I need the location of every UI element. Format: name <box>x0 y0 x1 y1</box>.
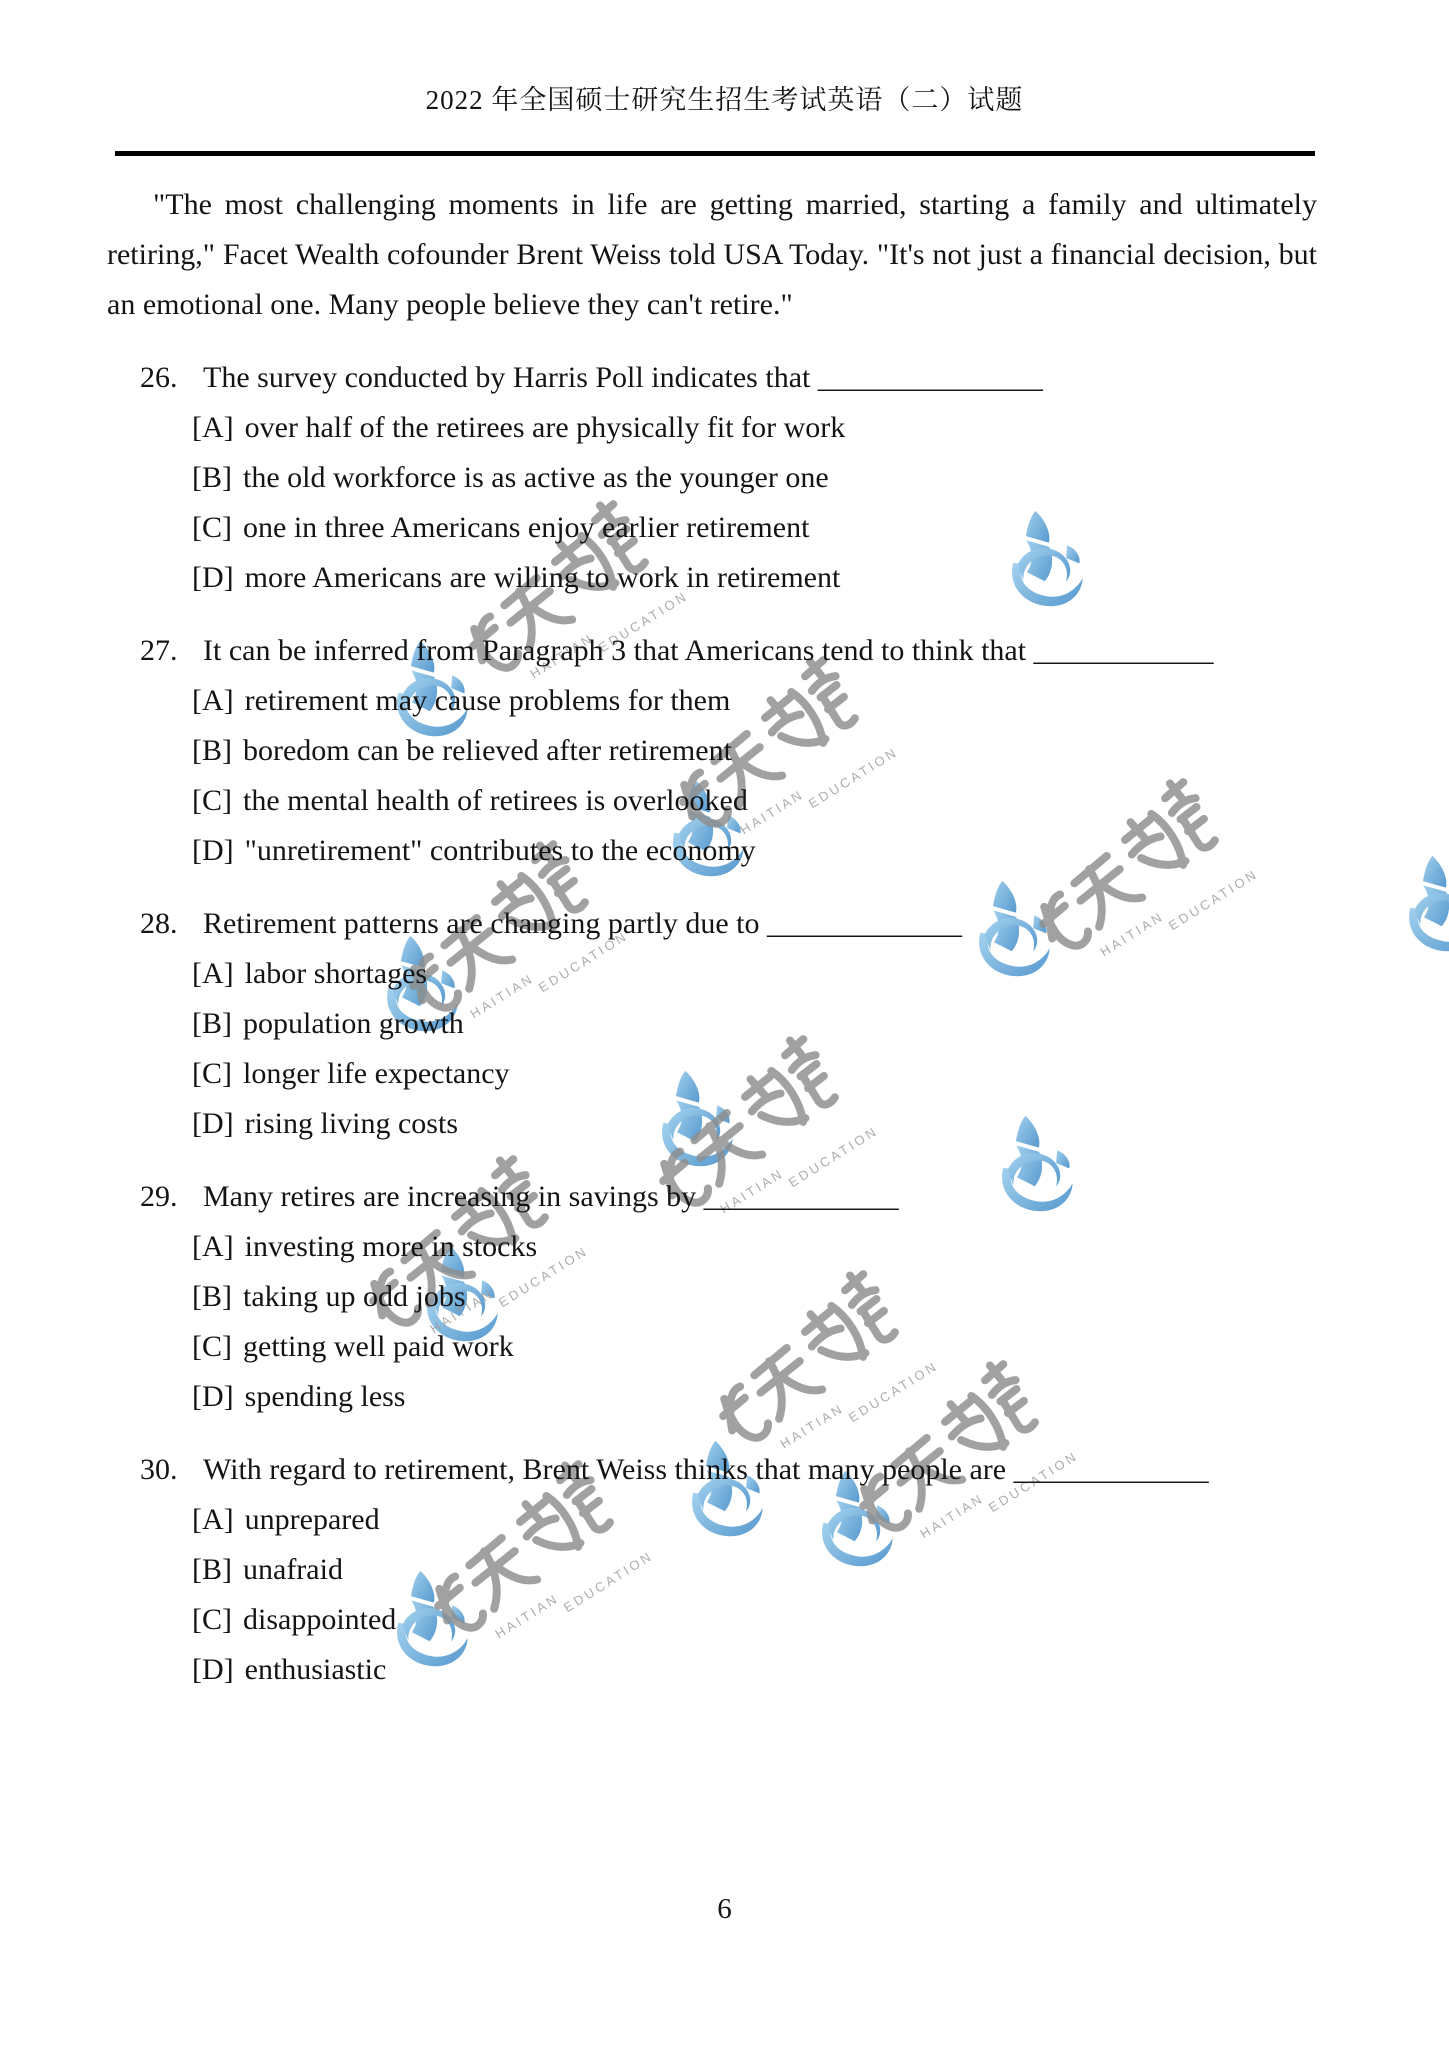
option-label: [B] <box>192 734 232 767</box>
option-row <box>107 453 1317 503</box>
question-item-29 <box>107 1172 1317 1422</box>
option-label: [A] <box>192 1230 234 1263</box>
option-text: the mental health of retirees is overlooked <box>243 784 748 817</box>
option-row <box>107 1645 1317 1695</box>
option-text: rising living costs <box>244 1107 458 1140</box>
option-label: [D] <box>192 1107 234 1140</box>
option-row <box>107 949 1317 999</box>
question-stem <box>107 899 1317 949</box>
option-label: [B] <box>192 1553 232 1586</box>
option-row <box>107 726 1317 776</box>
option-text: investing more in stocks <box>244 1230 538 1263</box>
option-label: [D] <box>192 561 234 594</box>
question-number: 28. <box>140 907 178 940</box>
option-text: boredom can be relieved after retirement <box>243 734 732 767</box>
option-label: [C] <box>192 511 232 544</box>
option-row <box>107 1595 1317 1645</box>
option-text: over half of the retirees are physically fit for work <box>244 411 846 444</box>
option-row <box>107 1545 1317 1595</box>
option-label: [C] <box>192 1057 232 1090</box>
option-text: getting well paid work <box>243 1330 514 1363</box>
question-number: 29. <box>140 1180 178 1213</box>
option-row <box>107 1495 1317 1545</box>
option-row <box>107 1222 1317 1272</box>
question-item-30 <box>107 1445 1317 1695</box>
option-text: "unretirement" contributes to the economy <box>244 834 756 867</box>
option-row <box>107 1322 1317 1372</box>
option-row <box>107 999 1317 1049</box>
question-stem <box>107 1445 1317 1495</box>
option-row <box>107 403 1317 453</box>
option-row <box>107 1272 1317 1322</box>
option-label: [C] <box>192 784 232 817</box>
option-text: longer life expectancy <box>243 1057 510 1090</box>
option-text: more Americans are willing to work in retirement <box>244 561 841 594</box>
question-stem <box>107 626 1317 676</box>
option-label: [B] <box>192 1007 232 1040</box>
option-row <box>107 826 1317 876</box>
question-stem <box>107 1172 1317 1222</box>
question-item-27 <box>107 626 1317 876</box>
option-label: [D] <box>192 1653 234 1686</box>
option-label: [A] <box>192 411 234 444</box>
option-label: [C] <box>192 1330 232 1363</box>
page-number: 6 <box>717 1893 732 1925</box>
option-row <box>107 1099 1317 1149</box>
option-label: [A] <box>192 1503 234 1536</box>
option-label: [D] <box>192 834 234 867</box>
option-text: spending less <box>244 1380 406 1413</box>
option-text: taking up odd jobs <box>243 1280 466 1313</box>
question-item-28 <box>107 899 1317 1149</box>
option-label: [C] <box>192 1603 232 1636</box>
page-title: 2022 年全国硕士研究生招生考试英语（二）试题 <box>425 85 1024 115</box>
question-list <box>107 353 1317 1695</box>
question-stem-text: It can be inferred from Paragraph 3 that Americans tend to think that ____________ <box>203 634 1214 667</box>
option-label: [A] <box>192 684 234 717</box>
question-number: 30. <box>140 1453 178 1486</box>
option-row <box>107 676 1317 726</box>
option-text: population growth <box>243 1007 464 1040</box>
question-stem-text: Retirement patterns are changing partly due to _____________ <box>203 907 962 940</box>
question-item-26 <box>107 353 1317 603</box>
option-label: [D] <box>192 1380 234 1413</box>
question-stem <box>107 353 1317 403</box>
option-text: disappointed <box>243 1603 397 1636</box>
option-row <box>107 1049 1317 1099</box>
question-stem-text: The survey conducted by Harris Poll indicates that _______________ <box>203 361 1043 394</box>
option-row <box>107 1372 1317 1422</box>
option-row <box>107 553 1317 603</box>
option-label: [A] <box>192 957 234 990</box>
option-text: retirement may cause problems for them <box>244 684 731 717</box>
question-number: 27. <box>140 634 178 667</box>
option-text: the old workforce is as active as the younger one <box>243 461 829 494</box>
option-label: [B] <box>192 461 232 494</box>
header-rule <box>115 151 1315 156</box>
option-row <box>107 503 1317 553</box>
option-row <box>107 776 1317 826</box>
option-text: unprepared <box>244 1503 380 1536</box>
option-label: [B] <box>192 1280 232 1313</box>
option-text: unafraid <box>243 1553 343 1586</box>
question-stem-text: With regard to retirement, Brent Weiss thinks that many people are _____________ <box>203 1453 1209 1486</box>
question-stem-text: Many retires are increasing in savings by _____________ <box>203 1180 899 1213</box>
option-text: one in three Americans enjoy earlier retirement <box>243 511 810 544</box>
passage-paragraph: "The most challenging moments in life are getting married, starting a family and ultimately retiring," Facet Wealth cofounder Brent Weiss told USA Today. "It's not just a financial decision, but an emotional one. Many people believe they can't retire." <box>107 188 1317 321</box>
option-text: labor shortages <box>244 957 428 990</box>
question-number: 26. <box>140 361 178 394</box>
option-text: enthusiastic <box>244 1653 387 1686</box>
